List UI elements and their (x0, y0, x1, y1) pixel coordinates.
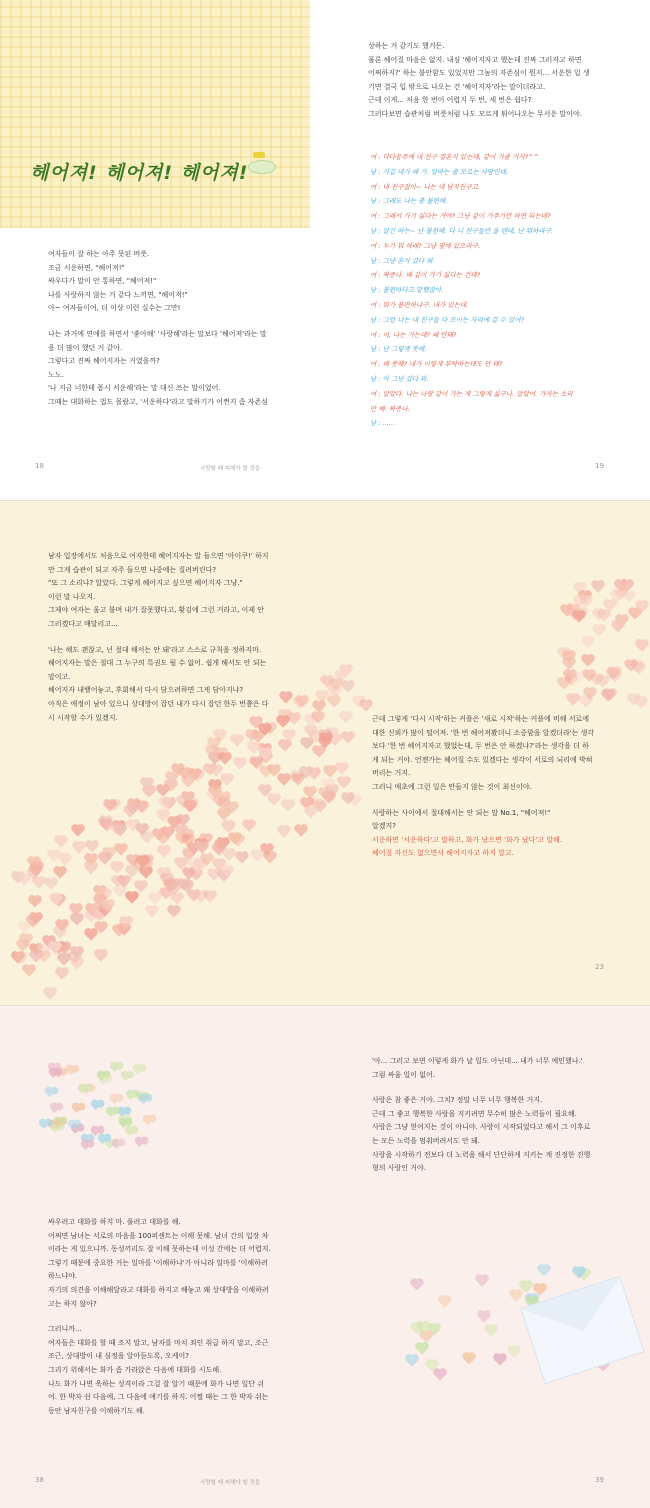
heart-icon (111, 863, 122, 874)
heart-icon (434, 1369, 445, 1380)
text-line: 사랑을 시작하기 전보다 더 노력을 해서 단단하게 지키는 게 진정한 진행 (372, 1150, 591, 1159)
heart-icon (135, 881, 146, 892)
dialogue-line-male: 남 : 아 그냥 갔다 와. (370, 374, 429, 383)
heart-icon (86, 841, 97, 852)
text-line: 이런 말 나오지. (48, 592, 96, 601)
dialogue-line-male: 남 : 거길 내가 왜 가. 일하는 줄 모르는 사람인데. (370, 167, 508, 176)
heart-icon (29, 897, 40, 908)
spread-divider (0, 1005, 650, 1006)
heart-icon (567, 695, 578, 706)
heart-icon (464, 1353, 475, 1364)
text-line: 자기의 의견을 이해해달라고 대화를 하지고 해놓고 왜 상대방을 이해하려 (48, 1285, 269, 1294)
text-line: 서운하면 '서운하다'고 말하고, 화가 났으면 '화가 났다'고 말해. (372, 835, 563, 844)
heart-icon (283, 801, 294, 812)
dialogue-line-female: 여 : 내 친구잖아~ 나는 내 남자친구고. (370, 182, 481, 191)
heart-icon (278, 775, 289, 786)
text-line: 근데 이게... 처음 한 번이 어렵지 두 번, 세 번은 쉽다? (368, 96, 532, 105)
text-line (48, 1311, 271, 1323)
heart-icon (56, 968, 67, 979)
heart-icon (510, 1291, 521, 1302)
text-line (372, 1082, 590, 1094)
heart-icon (107, 1110, 114, 1117)
heart-icon (51, 1106, 58, 1113)
text-line: '나 지금 너한테 몹시 서운해'라는 말 대신 쓰는 말이었어. (48, 384, 221, 393)
text-line: 조금 서운하면, "헤어져!" (48, 263, 125, 272)
heart-icon (477, 1275, 488, 1286)
heart-icon (293, 775, 304, 786)
heart-icon (59, 854, 70, 865)
text-line: 알겠지? (372, 822, 397, 831)
text-line (372, 795, 594, 807)
heart-icon (237, 853, 248, 864)
heart-icon (252, 851, 263, 862)
heart-icon (134, 1067, 141, 1074)
heart-icon (168, 906, 179, 917)
page-number-right: 19 (595, 462, 604, 470)
heart-icon (244, 820, 255, 831)
dialogue-line-male: 남 : ...... (370, 419, 395, 428)
heart-icon (171, 893, 182, 904)
heart-icon (328, 697, 339, 708)
text-line: 그때는 대화하는 법도 몰랐고, '서운하다'라고 말하기가 어쩐지 좀 자존심 (48, 397, 268, 406)
text-line: 물론 헤어질 마음은 없지. 내심 '헤어지자고 했는데 진짜 그러자고 하면 (368, 55, 582, 64)
text-line: 여자들이 잘 하는 아주 못된 버릇. (48, 250, 150, 258)
heart-icon (72, 825, 83, 836)
heart-icon (149, 893, 160, 904)
running-head: 사랑할 때 피해야 할 것들 (200, 466, 261, 472)
text-line: 사랑은 참 좋은 거야. 그치? 정말 너무 너무 행복한 거지. (372, 1096, 543, 1105)
heart-icon (235, 758, 246, 769)
dialogue-line-female: 여 : 누가 뭐 하래? 그냥 옆에 있으라구. (370, 241, 481, 250)
heart-icon (289, 713, 300, 724)
speech-bubble-icon (248, 160, 276, 174)
heart-icon (111, 1065, 118, 1072)
dialogue-line-female: 여 : 다다음주에 내 친구 결혼식 있는데, 같이 가줄 거지?^^ (370, 153, 540, 161)
heart-icon (279, 826, 290, 837)
heart-icon (82, 1143, 89, 1150)
heart-icon (18, 875, 29, 886)
dialogue-line-male: 남 : 불편하다고 말했잖아. (370, 286, 444, 295)
chapter-title: 헤어져! 헤어져! 헤어져! (30, 162, 249, 184)
text-line: 이라는 게 있으니까. 동성끼리도 잘 이해 못하는데 이성 간에는 더 어렵지. (48, 1245, 271, 1254)
text-line: 상하는 거 같기도 했거든. (368, 42, 445, 50)
dialogue-line-female: 안 해. 짜증나. (370, 404, 410, 413)
heart-icon (196, 842, 207, 853)
heart-icon (508, 1346, 519, 1357)
dialogue-line-male: 남 : 알긴 하는~ 난 불편해. 다 니 친구들만 올 텐데, 난 뭐하라구. (370, 226, 554, 235)
text-line: 근데 그 좋고 행복한 사랑을 지키려면 무수히 많은 노력들이 필요해. (372, 1109, 577, 1118)
heart-icon (125, 1129, 132, 1136)
heart-icon (295, 825, 306, 836)
text-line: '나는 해도 괜찮고, 넌 절대 해서는 안 돼'라고 스스로 규칙을 정하지마. (48, 645, 262, 654)
heart-icon (127, 1093, 134, 1100)
heart-icon (336, 764, 347, 775)
heart-icon (592, 581, 603, 592)
heart-icon (44, 988, 55, 999)
body-text-page-39 (372, 1055, 590, 1176)
speech-bubble-tag-icon (253, 152, 265, 158)
text-line: 형의 사랑인 거야. (372, 1164, 427, 1173)
text-line: 만 그게 습관이 되고 자주 들으면 나중에는 질려버린다? (48, 565, 217, 574)
text-line: 근데 그렇게 '다시 시작'하는 커플은 '새로 시작'하는 커플에 비해 서로에 (372, 715, 590, 723)
heart-icon (342, 682, 353, 693)
dialogue-line-male: 남 : 그럼 너는 내 친구들 다 모이는 자리에 갈 수 있어? (370, 315, 524, 324)
dialogue-line-female: 여 : 왜 못해? 내가 이렇게 부탁하는데도 안 돼? (370, 360, 503, 369)
heart-icon (99, 854, 110, 865)
page-number-right: 39 (595, 1476, 604, 1484)
text-line: 버리는 거지. (372, 769, 411, 778)
text-line: 아~ 여자들이여, 더 이상 이런 실수는 그만! (48, 304, 181, 313)
heart-icon (264, 853, 275, 864)
heart-icon (158, 846, 169, 857)
dialogue-line-male: 남 : 난 그렇게 못해. (370, 345, 427, 354)
body-text-page-22 (48, 550, 269, 725)
heart-icon (324, 767, 335, 778)
heart-icon (55, 836, 66, 847)
text-line: 헤어지자는 말은 절대 그 누구의 특권도 될 수 없어. 쉽게 해서도 안 되는 (48, 659, 267, 668)
heart-icon (280, 693, 291, 704)
heart-icon (221, 774, 232, 785)
page-number-right: 23 (595, 963, 604, 971)
text-line: 여자들은 대화를 할 때 조지 말고, 남자를 마치 죄인 취급 하지 말고, 조근 (48, 1338, 269, 1347)
heart-icon (582, 655, 593, 666)
heart-icon (339, 778, 350, 789)
dialogue-block (370, 150, 573, 431)
text-line: "또 그 소리냐? 알았다. 그렇게 헤어지고 싶으면 헤어지자 그냥." (48, 579, 243, 588)
spread-divider (0, 500, 650, 501)
text-line: 나를 사랑하지 않는 거 같다 느끼면, "헤어져!" (48, 290, 188, 299)
dialogue-line-male: 남 : 그냥 혼자 갔다 와. (370, 256, 435, 265)
text-line: 게 되는 거야. 언젠가는 헤어질 수도 있겠다는 생각이 서로의 뇌리에 박혀 (372, 755, 593, 764)
text-line: '아... 그러고 보면 이렇게 화가 날 일도 아닌데... 내가 너무 예민했나.' (372, 1057, 583, 1065)
heart-icon (39, 951, 50, 962)
text-line: 어. 한 박자 쉰 다음에, 그 다음에 얘기를 하지. 어쩔 때는 그 한 박자 쉬는 (48, 1393, 269, 1402)
text-line: 어쩌하지?' 하는 불안함도 있었지만 그놈의 자존심이 뭔지... 서운한 일 생 (368, 69, 590, 78)
heart-icon (439, 1297, 450, 1308)
spread-pages-38-39 (0, 1005, 650, 1508)
spread-pages-22-23 (0, 500, 650, 1005)
text-line: 그제야 여자는 울고 불며 내가 잘못했다고, 홧김에 그런 거라고, 이제 안 (48, 606, 265, 615)
text-line: 조근, 상대방이 내 심정을 알아듣도록, 오케이? (48, 1352, 190, 1361)
heart-icon (158, 786, 169, 797)
heart-icon (92, 1103, 99, 1110)
body-text-page-38 (48, 1216, 271, 1418)
text-line: 나는 과거에 연애를 하면서 '좋아해' '사랑해'라는 말보다 '헤어져'라는 말 (48, 329, 267, 338)
heart-icon (478, 1311, 489, 1322)
text-line: 그렇다고 진짜 헤어지자는 거였을까? (48, 357, 160, 366)
heart-icon (261, 766, 272, 777)
text-line: 말이고. (48, 672, 71, 681)
text-line: 그러니까... (48, 1325, 82, 1334)
heart-icon (113, 1142, 120, 1149)
dialogue-line-female: 여 : 뭐가 불편하냐구. 내가 있는데. (370, 300, 469, 309)
heart-icon (147, 906, 158, 917)
text-line: 그러다보면 습관처럼 버릇처럼 나도 모르게 튀어나오는 무서운 말이야. (368, 109, 582, 118)
heart-icon (416, 1343, 427, 1354)
page-number-left: 18 (35, 462, 44, 470)
text-line: 시 시작할 수가 있겠지. (48, 713, 118, 722)
heart-icon (278, 716, 289, 727)
heart-icon (144, 1118, 151, 1125)
heart-icon (406, 1355, 417, 1366)
text-line (48, 316, 268, 328)
heart-icon (574, 612, 585, 623)
heart-icon (269, 794, 280, 805)
heart-icon (126, 892, 137, 903)
heart-icon (74, 842, 85, 853)
heart-icon (306, 808, 317, 819)
heart-icon (294, 697, 305, 708)
text-line: 을 더 많이 했던 거 같아. (48, 343, 123, 352)
body-text-page-19 (368, 40, 590, 122)
heart-icon (612, 621, 623, 632)
text-line: 기면 결국 입 밖으로 나오는 건 '헤어지자'라는 말이더라고. (368, 82, 546, 91)
heart-icon (342, 732, 353, 743)
text-line: 사랑하는 사이에서 절대해서는 안 되는 말 No.1, "헤어져!" (372, 808, 551, 817)
heart-icon (204, 891, 215, 902)
heart-icon (72, 914, 83, 925)
dialogue-line-female: 여 : 짜증나. 왜 같이 가기 싫다는 건데? (370, 271, 481, 280)
heart-icon (539, 1265, 550, 1276)
heart-icon (46, 1090, 53, 1097)
heart-icon (73, 1106, 80, 1113)
heart-icon (95, 950, 106, 961)
heart-icon (314, 747, 325, 758)
heart-icon (635, 697, 646, 708)
dialogue-line-female: 여 : 그래서 가기 싫다는 거야? 그냥 같이 가주기만 하면 되는데? (370, 212, 551, 221)
dialogue-line-female: 여 : 알았다. 나는 나랑 같이 가는 게 그렇게 싫구나. 알았어. 가자는 소리 (370, 389, 573, 398)
heart-icon (45, 879, 56, 890)
text-line: 그러니 애초에 그런 일은 만들지 않는 것이 최선이야. (372, 782, 532, 791)
body-text-page-18 (48, 248, 268, 410)
heart-icon (582, 637, 593, 648)
page-number-left: 38 (35, 1476, 44, 1484)
heart-icon (116, 844, 127, 855)
heart-icon (136, 1140, 143, 1147)
text-line: 남자 입장에서도 처음으로 여자한테 헤어지자는 말 들으면 '아이쿠!' 하지 (48, 552, 269, 560)
heart-icon (231, 736, 242, 747)
text-line: 노노. (48, 370, 64, 379)
text-line (48, 632, 269, 644)
heart-icon (184, 801, 195, 812)
spread-pages-18-19 (0, 0, 650, 500)
heart-icon (219, 753, 230, 764)
text-line: 헤어지자 내뱉어놓고, 후회해서 다시 담으려하면 그게 담아지냐? (48, 686, 244, 695)
heart-icon (308, 768, 319, 779)
text-line: 동안 남자친구를 이해하기도 해. (48, 1406, 145, 1415)
running-head: 사랑할 때 피해야 할 것들 (200, 1480, 261, 1486)
text-line: 보다 '한 번 헤어지자고 했었는데, 두 번은 안 하겠냐?'라는 생각을 더 하 (372, 742, 589, 751)
text-line: 싸우려고 대화를 하지 마. 풀려고 대화를 해. (48, 1218, 181, 1226)
heart-icon (603, 690, 614, 701)
text-line: 싸우다가 말이 안 통하면, "헤어져!" (48, 277, 157, 286)
text-line: 아직은 애정이 남아 있으니 상대방이 잡던 내가 다시 잡던 한두 번쯤은 다 (48, 699, 269, 708)
heart-icon (143, 787, 154, 798)
text-line: 대한 신뢰가 많이 떨어져. '한 번 헤어져봤더니 소중함을 알겠더라'는 생각 (372, 728, 595, 737)
heart-icon (140, 1097, 147, 1104)
heart-icon (86, 930, 97, 941)
text-line: 그러겠다고 매달리고... (48, 619, 118, 628)
heart-icon (486, 1325, 497, 1336)
heart-icon (279, 740, 290, 751)
text-line: 그렇기 때문에 중요한 거는 일마를 '이해하냐'가 아니라 얼마를 '이해하려 (48, 1258, 268, 1267)
dialogue-line-female: 여 : 어, 나는 가는데? 왜 안돼? (370, 330, 457, 339)
text-line: 어쩌면 남녀는 서로의 마음을 100퍼센트는 이해 못해. 남녀 간의 입장 차 (48, 1231, 269, 1240)
text-line: 하느냐야. (48, 1272, 78, 1281)
heart-icon (40, 1122, 47, 1129)
dialogue-line-male: 남 : 그래도 나는 좀 불편해. (370, 197, 448, 206)
text-line: 그럼 싸울 일이 없어. (372, 1070, 435, 1079)
heart-icon (122, 1074, 129, 1081)
heart-icon (111, 1096, 118, 1103)
heart-icon (558, 678, 569, 689)
heart-icon (86, 863, 97, 874)
text-line: 사랑은 그냥 얻어지는 것이 아니야. 사랑이 시작되었다고 해서 그 이후로 (372, 1123, 591, 1132)
body-text-page-23 (372, 713, 594, 861)
text-line: 헤어질 자신도 없으면서 헤어지자고 하지 말고. (372, 849, 514, 858)
heart-icon (340, 713, 351, 724)
text-line: 는 모든 노력을 멈춰버려서도 안 돼. (372, 1136, 481, 1145)
heart-icon (597, 676, 608, 687)
text-line: 그리기 위해서는 화가 좀 가라앉은 다음에 대화를 시도해. (48, 1365, 222, 1374)
heart-icon (637, 640, 648, 651)
heart-icon (411, 1280, 422, 1291)
heart-icon (23, 965, 34, 976)
text-line: 고는 하지 않아? (48, 1299, 97, 1308)
gingham-background (0, 0, 310, 228)
heart-icon (360, 700, 371, 711)
heart-icon (593, 625, 604, 636)
heart-icon (100, 1078, 107, 1085)
text-line: 나도 화가 나면 욱하는 성격이라 그걸 잘 알기 때문에 화가 나면 일단 쉬 (48, 1379, 265, 1388)
heart-icon (494, 1354, 505, 1365)
